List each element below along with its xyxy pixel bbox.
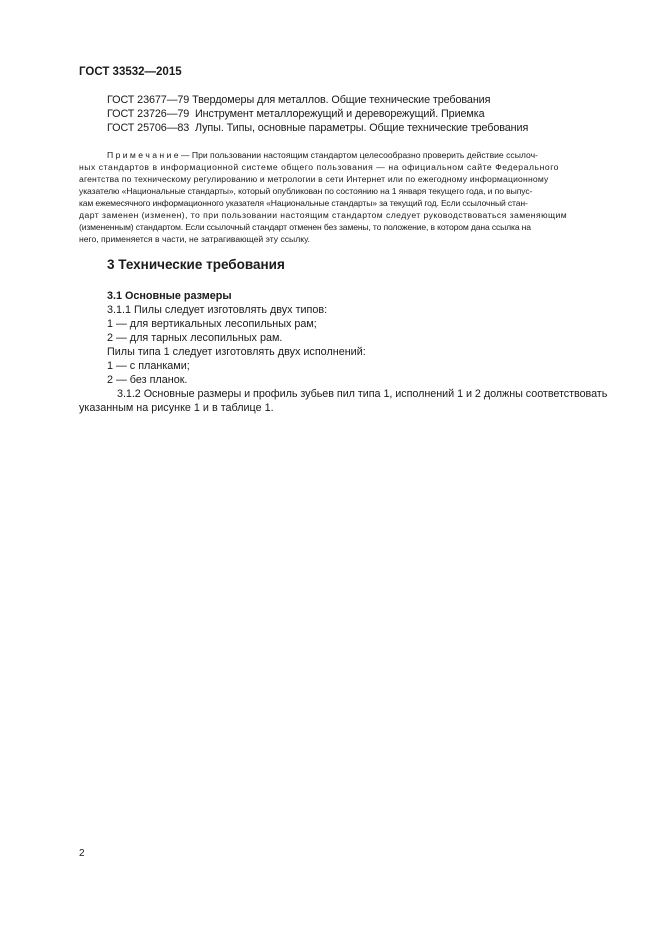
note-text: При пользовании настоящим стандартом целесообразно проверить действие ссылоч- [191, 150, 538, 160]
note-first-line [107, 149, 538, 161]
paragraph: 3.1.1 Пилы следует изготовлять двух типов: [107, 304, 328, 316]
note-line: него, применяется в части, не затрагивающей эту ссылку. [79, 234, 310, 244]
list-item: 1 — с планками; [107, 360, 190, 372]
list-item: 2 — без планок. [107, 374, 188, 386]
document-code: ГОСТ 33532—2015 [79, 66, 182, 78]
reference-code: ГОСТ 23677—79 [107, 94, 190, 106]
list-item: 2 — для тарных лесопильных рам. [107, 332, 283, 344]
note-line: указателю «Национальные стандарты», который опубликован по состоянию на 1 января текущего года, и по выпус- [79, 186, 533, 196]
paragraph: Пилы типа 1 следует изготовлять двух исполнений: [107, 346, 366, 358]
paragraph: 3.1.2 Основные размеры и профиль зубьев пил типа 1, исполнений 1 и 2 должны соответствовать [117, 388, 608, 400]
note-line: кам ежемесячного информационного указателя «Национальные стандарты» за текущий год. Если ссылочный стан- [79, 198, 528, 208]
reference-item [107, 108, 485, 120]
reference-code: ГОСТ 23726—79 [107, 108, 190, 120]
reference-item [107, 94, 490, 106]
reference-title: Лупы. Типы, основные параметры. Общие технические требования [195, 122, 529, 134]
reference-title: Твердомеры для металлов. Общие технические требования [192, 94, 491, 106]
note-line: агентства по техническому регулированию и метрологии в сети Интернет или по ежегодному информационному [79, 174, 549, 184]
reference-title: Инструмент металлорежущий и дереворежущий. Приемка [195, 108, 485, 120]
note-label: П р и м е ч а н и е — [107, 150, 190, 160]
page-number: 2 [79, 848, 85, 859]
section-heading: 3 Технические требования [107, 257, 285, 272]
note-line: (измененным) стандартом. Если ссылочный стандарт отменен без замены, то положение, в котором дана ссылка на [79, 222, 531, 232]
note-line: дарт заменен (изменен), то при пользовании настоящим стандартом следует руководствоваться заменяющим [79, 210, 568, 220]
note-line: ных стандартов в информационной системе общего пользования — на официальном сайте Федерального [79, 162, 560, 172]
subsection-heading: 3.1 Основные размеры [107, 290, 232, 302]
reference-item [107, 122, 528, 134]
list-item: 1 — для вертикальных лесопильных рам; [107, 318, 317, 330]
paragraph-continuation: указанным на рисунке 1 и в таблице 1. [79, 402, 274, 414]
reference-code: ГОСТ 25706—83 [107, 122, 190, 134]
